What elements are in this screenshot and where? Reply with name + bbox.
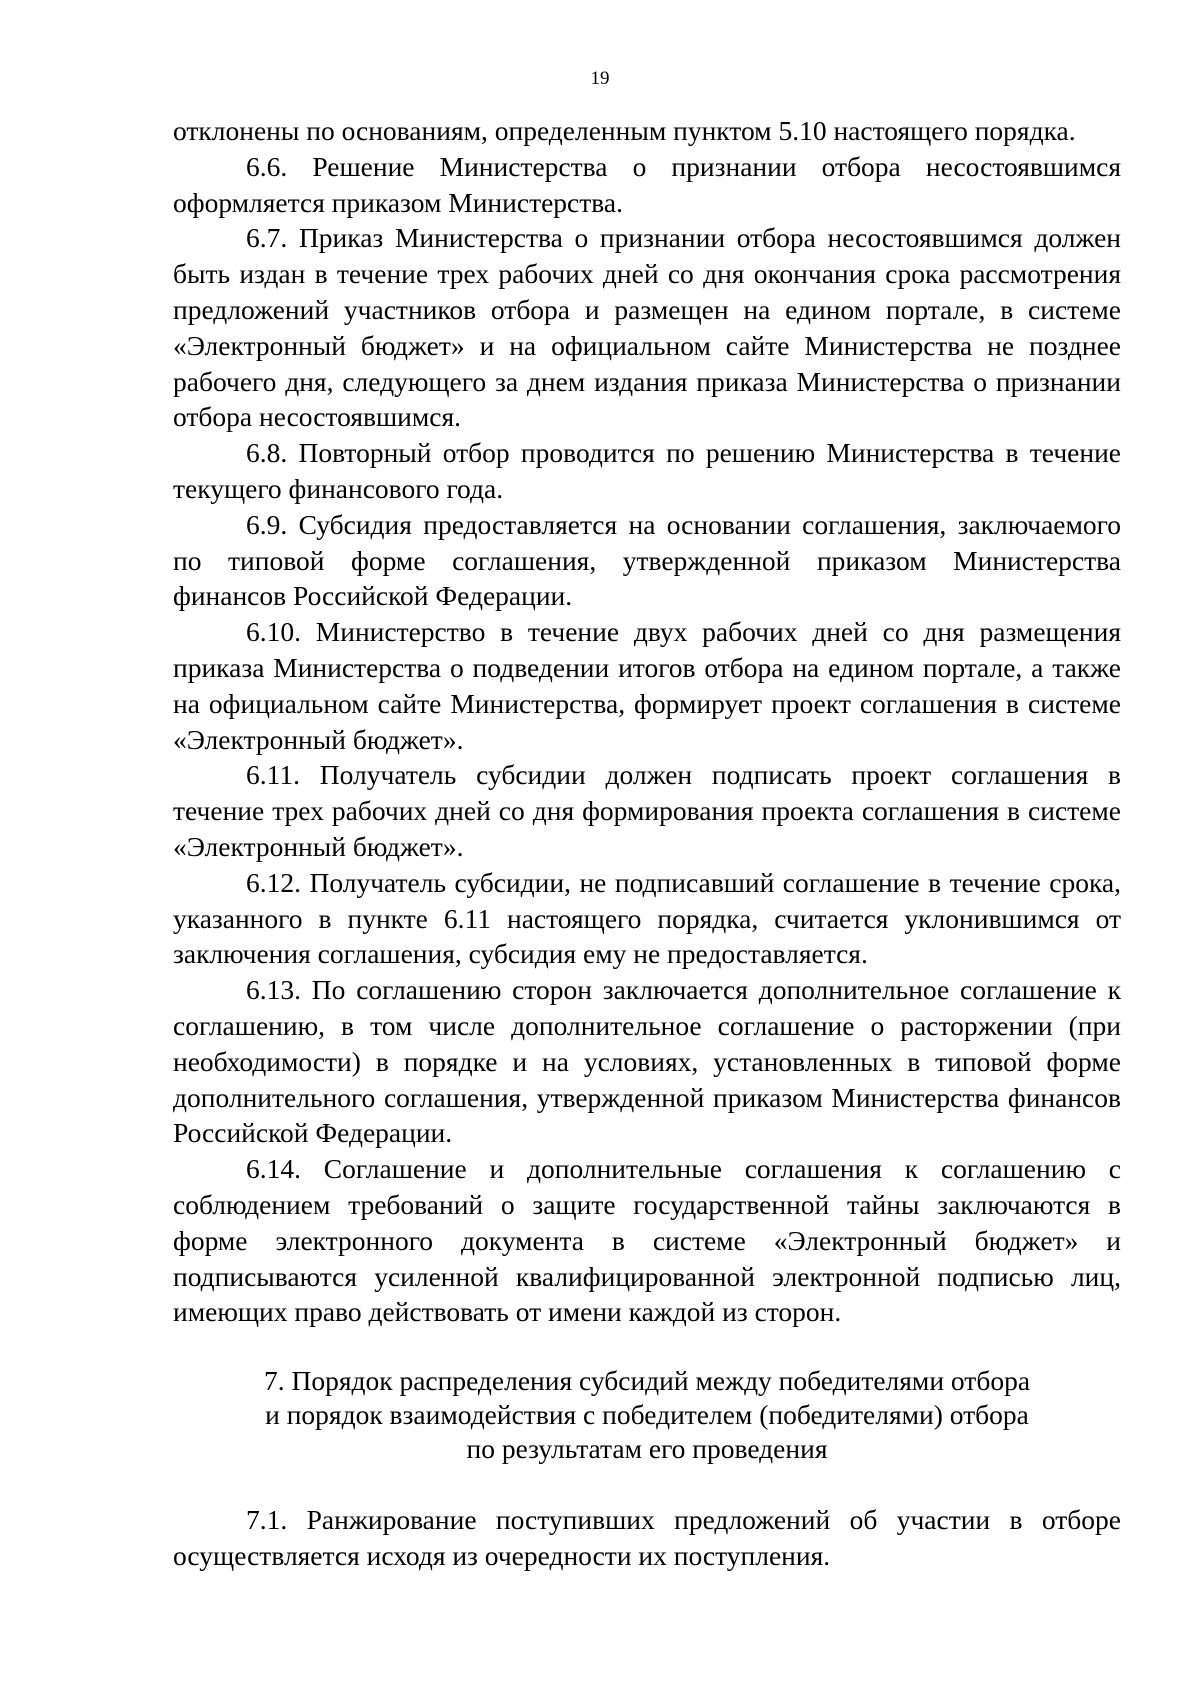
- paragraph-6-10: 6.10. Министерство в течение двух рабочих дней со дня размещения приказа Министерства о подведении итогов отбора на едином портале, а также на официальном сайте Министерства, формирует проект соглашения в системе «Электронный бюджет».: [173, 616, 1121, 755]
- paragraph-6-12: 6.12. Получатель субсидии, не подписавший соглашение в течение срока, указанного в пункте 6.11 настоящего порядка, считается уклонившимся от заключения соглашения, субсидия ему не предоставляется.: [173, 866, 1121, 970]
- section-7-heading-line: 7. Порядок распределения субсидий между победителями отбора: [263, 1365, 1031, 1397]
- paragraph-6-11: 6.11. Получатель субсидии должен подписать проект соглашения в течение трех рабочих дней со дня формирования проекта соглашения в системе «Электронный бюджет».: [173, 759, 1121, 862]
- paragraph-6-13: 6.13. По соглашению сторон заключается дополнительное соглашение к соглашению, в том числе дополнительное соглашение о расторжении (при необходимости) в порядке и на условиях, установленных в типовой форме дополнительного соглашения, утвержденной приказом Министерства финансов Российской Федерации.: [173, 974, 1121, 1149]
- page-number: 19: [590, 68, 610, 89]
- paragraph-continuation: отклонены по основаниям, определенным пунктом 5.10 настоящего порядка.: [173, 115, 1076, 146]
- paragraph-6-8: 6.8. Повторный отбор проводится по решению Министерства в течение текущего финансового года.: [173, 437, 1121, 504]
- paragraph-6-14: 6.14. Соглашение и дополнительные соглашения к соглашению с соблюдением требований о защите государственной тайны заключаются в форме электронного документа в системе «Электронный бюджет» и подписываются усиленной квалифицированной электронной подписью лиц, имеющих право действовать от имени каждой из сторон.: [173, 1153, 1121, 1328]
- paragraph-6-9: 6.9. Субсидия предоставляется на основании соглашения, заключаемого по типовой форме соглашения, утвержденной приказом Министерства финансов Российской Федерации.: [173, 508, 1121, 612]
- section-7-heading-line: и порядок взаимодействия с победителем (победителями) отбора: [265, 1399, 1029, 1431]
- paragraph-7-1: 7.1. Ранжирование поступивших предложений об участии в отборе осуществляется исходя из очередности их поступления.: [173, 1504, 1121, 1571]
- section-7-heading: [173, 1364, 1121, 1466]
- document-body: [173, 113, 1121, 1574]
- paragraph-6-7: 6.7. Приказ Министерства о признании отбора несостоявшимся должен быть издан в течение трех рабочих дней со дня окончания срока рассмотрения предложений участников отбора и размещен на едином портале, в системе «Электронный бюджет» и на официальном сайте Министерства не позднее рабочего дня, следующего за днем издания приказа Министерства о признании отбора несостоявшимся.: [173, 222, 1121, 433]
- paragraph-6-6: 6.6. Решение Министерства о признании отбора несостоявшимся оформляется приказом Министерства.: [173, 150, 1121, 218]
- section-7-heading-line: по результатам его проведения: [466, 1433, 828, 1465]
